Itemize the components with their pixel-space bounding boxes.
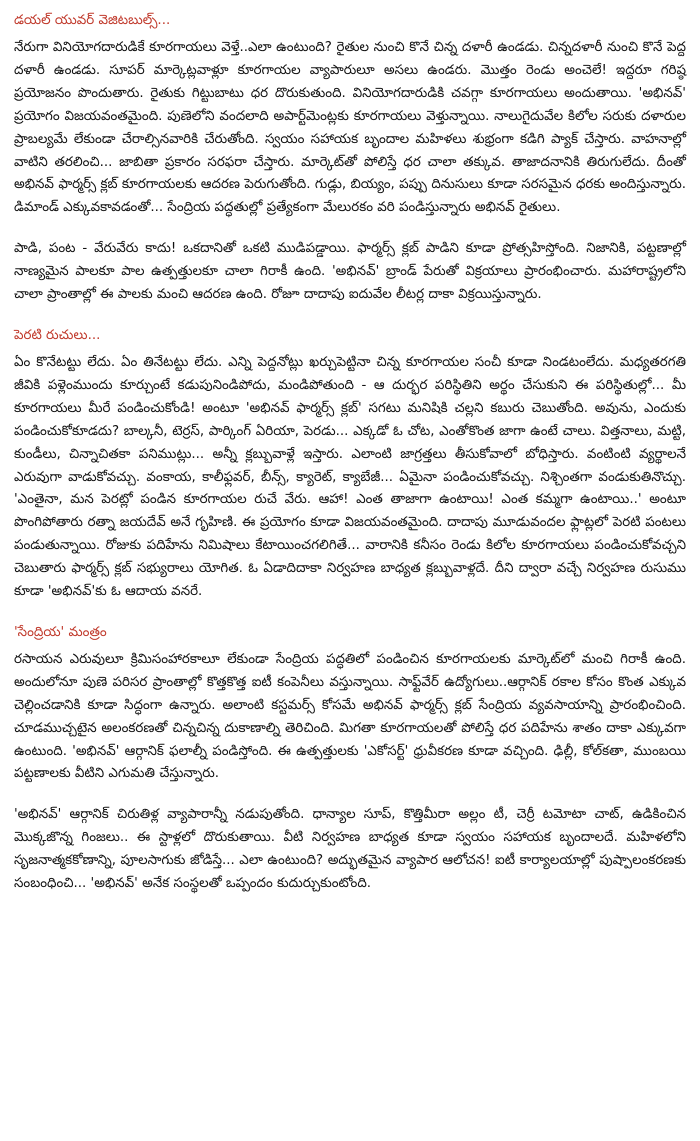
paragraph-organic-snacks: 'అభినవ్' ఆర్గానిక్ చిరుతిళ్ల వ్యాపారాన్నీ నడుపుతోంది. ధాన్యాల సూప్, కొత్తిమీరా అల్లం టీ, చెర్రీ టమోటా చాట్, ఉడికించిన మొక్కజొన్న గింజలు.. ఈ స్టాళ్లలో దొరుకుతాయి. వీటి నిర్వహణ బాధ్యత కూడా స్వయం సహాయక బృందాలదే. మహిళలోని సృజనాత్మకకోణాన్ని, పూలసాగుకు జోడిస్తే... ఎలా ఉంటుంది? అద్భుతమైన వ్యాపార ఆలోచన! ఐటీ కార్యాలయాల్లో పుష్పాలంకరణకు సంబంధించి... 'అభినవ్' అనేక సంస్థలతో ఒప్పందం కుదుర్చుకుంటోంది.: [14, 807, 686, 892]
paragraph-direct-selling: నేరుగా వినియోగదారుడికే కూరగాయలు వెళ్తే..ఎలా ఉంటుంది? రైతుల నుంచి కొనే చిన్న దళారీ ఉండడు. చిన్నదళారీ నుంచి కొనే పెద్ద దళారీ ఉండడు. సూపర్ మార్కెట్లవాళ్లూ కూరగాయల వ్యాపారులూ అసలు ఉండరు. మొత్తం రెండు అంచెలే! ఇద్దరూ గరిష్ఠ ప్రయోజనం పొందుతారు. రైతుకు గిట్టుబాటు ధర దొరుకుతుంది. వినియోగదారుడికి చవగ్గా కూరగాయలు అందుతాయి. 'అభినవ్' ప్రయోగం విజయవంతమైంది. పుణెలోని వందలాది అపార్ట్‌మెంట్లకు కూరగాయలు వెళ్తున్నాయి. నాలుగైదువేల కిలోల సరుకు దళారుల ప్రాబల్యమే లేకుండా చేరాల్సినవారికి చేరుతోంది. స్వయం సహాయక బృందాల మహిళలు శుభ్రంగా కడిగి ప్యాక్ చేస్తారు. వాహనాల్లో వాటిని తరలించి... జాబితా ప్రకారం సరఫరా చేస్తారు. మార్కెట్‌తో పోలిస్తే ధర చాలా తక్కువ. తాజాదనానికి తిరుగులేదు. దీంతో అభినవ్ ఫార్మర్స్ క్లబ్ కూరగాయలకు ఆదరణ పెరుగుతోంది. గుడ్లు, బియ్యం, పప్పు దినుసులు కూడా సరసమైన ధరకు అందిస్తున్నారు. డిమాండ్ ఎక్కువకావడంతో... సేంద్రియ పద్ధతుల్లో ప్రత్యేకంగా మేలురకం వరి పండిస్తున్నారు అభినవ్ రైతులు.: [14, 40, 686, 216]
paragraph-backyard-farming: ఏం కొనేటట్టు లేదు. ఏం తినేటట్టు లేదు. ఎన్ని పెద్దనోట్లు ఖర్చుపెట్టినా చిన్న కూరగాయల సంచీ కూడా నిండటంలేదు. మధ్యతరగతి జీవికి పళ్లెంముందు కూర్చుంటే కడుపునిండిపోదు, మండిపోతుంది - ఆ దుర్భర పరిస్థితిని అర్థం చేసుకుని ఈ పరిస్థితుల్లో... మీ కూరగాయలు మీరే పండించుకోండి! అంటూ 'అభినవ్ ఫార్మర్స్ క్లబ్' సగటు మనిషికి చల్లని కబురు చెబుతోంది. అవును, ఎందుకు పండించుకోకూడదు? బాల్కనీ, టెర్రస్, పార్కింగ్ ఏరియా, పెరడు... ఎక్కడో ఓ చోట, ఎంతోకొంత జాగా ఉంటే చాలు. విత్తనాలు, మట్టి, కుండీలు, చిన్నాచితకా పనిముట్లు... అన్నీ క్లబ్బువాళ్లే ఇస్తారు. ఎలాంటి జాగ్రత్తలు తీసుకోవాలో బోధిస్తారు. వంటింటి వ్యర్థాలనే ఎరువుగా వాడుకోవచ్చు. వంకాయ, కాలీఫ్లవర్, బీన్స్, క్యారెట్, క్యాబేజీ... ఏమైనా పండించుకోవచ్చు. నిశ్చింతగా వండుకుతినొచ్చు. 'ఎంతైనా, మన పెరట్లో పండిన కూరగాయల రుచే వేరు. ఆహా! ఎంత తాజాగా ఉంటాయి! ఎంత కమ్మగా ఉంటాయి..' అంటూ పొంగిపోతారు రత్నా జయదేవ్ అనే గృహిణి. ఈ ప్రయోగం కూడా విజయవంతమైంది. దాదాపు మూడువందల ఫ్లాట్లలో పెరటి పంటలు పండుతున్నాయి. రోజుకు పదిహేను నిమిషాలు కేటాయించగలిగితే... వారానికి కనీసం రెండు కిలోల కూరగాయలు పండించుకోవచ్చని చెబుతారు ఫార్మర్స్ క్లబ్ సభ్యురాలు యోగిత. ఓ ఏడాదిదాకా నిర్వహణ బాధ్యత క్లబ్బువాళ్లదే. దీని ద్వారా వచ్చే నిర్వహణ రుసుము కూడా 'అభినవ్'కు ఓ ఆదాయ వనరే.: [14, 354, 686, 600]
section-heading-backyard-tastes: పెరటి రుచులు...: [14, 327, 101, 343]
section-heading-organic-mantra: 'సేంద్రియ' మంత్రం: [14, 624, 107, 640]
section-heading-dial-your-vegetables: డయల్ యువర్ వెజిటబుల్స్...: [14, 13, 171, 28]
paragraph-dairy: పాడి, పంట - వేరువేరు కాదు! ఒకదానితో ఒకటి ముడిపడ్డాయి. ఫార్మర్స్ క్లబ్ పాడిని కూడా ప్రోత్సహిస్తోంది. నిజానికి, పట్టణాల్లో నాణ్యమైన పాలకూ పాల ఉత్పత్తులకూ చాలా గిరాకీ ఉంది. 'అభినవ్' బ్రాండ్ పేరుతో విక్రయాలు ప్రారంభించారు. మహారాష్ట్రలోని చాలా ప్రాంతాల్లో ఈ పాలకు మంచి ఆదరణ ఉంది. రోజూ దాదాపు ఐదువేల లీటర్ల దాకా విక్రయిస్తున్నారు.: [14, 241, 686, 303]
paragraph-organic-farming: రసాయన ఎరువులూ క్రిమిసంహారకాలూ లేకుండా సేంద్రియ పద్ధతిలో పండించిన కూరగాయలకు మార్కెట్‌లో మంచి గిరాకీ ఉంది. అందులోనూ పుణె పరిసర ప్రాంతాల్లో కొత్తకొత్త ఐటీ కంపెనీలు వస్తున్నాయి. సాఫ్ట్‌వేర్ ఉద్యోగులు..ఆర్గానిక్ రకాల కోసం కొంత ఎక్కువ చెల్లించడానికి కూడా సిద్ధంగా ఉన్నారు. అలాంటి కస్టమర్స్ కోసమే అభినవ్ ఫార్మర్స్ క్లబ్ సేంద్రియ వ్యవసాయాన్ని ప్రారంభించింది. చూడముచ్చటైన అలంకరణతో చిన్నచిన్న దుకాణాల్ని తెరిచింది. మిగతా కూరగాయలతో పోలిస్తే ధర పదిహేను శాతం దాకా ఎక్కువగా ఉంటుంది. 'అభినవ్' ఆర్గానిక్ ఫలాల్నీ పండిస్తోంది. ఈ ఉత్పత్తులకు 'ఎకోసర్ట్' ధ్రువీకరణ కూడా వచ్చింది. ఢిల్లీ, కోల్‌కతా, ముంబయి పట్టణాలకు వీటిని ఎగుమతి చేస్తున్నారు.: [14, 651, 686, 782]
